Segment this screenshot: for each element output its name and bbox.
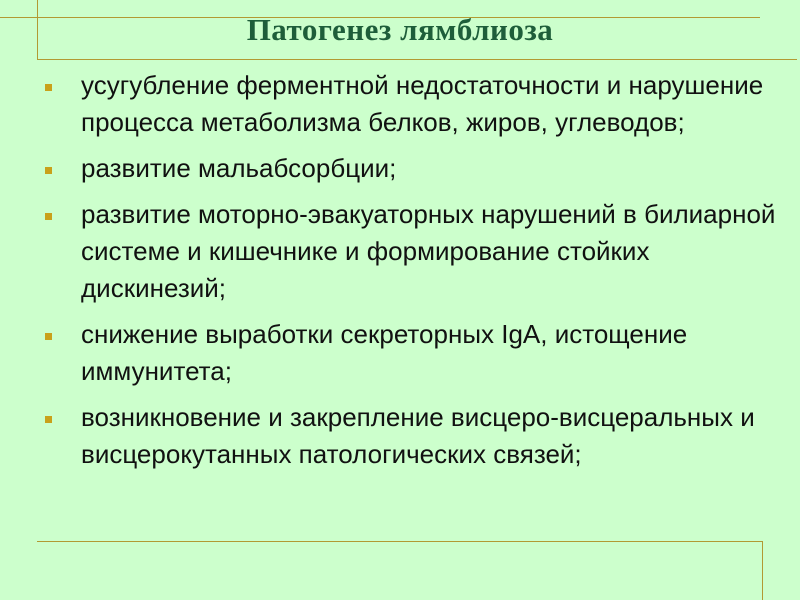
decorative-rule-horizontal-bottom (37, 541, 763, 542)
decorative-rule-under-title (37, 59, 797, 60)
square-bullet-icon (45, 333, 52, 340)
list-item (40, 150, 790, 187)
slide-title: Патогенез лямблиоза (246, 12, 554, 47)
list-item (40, 196, 790, 307)
list-item (40, 316, 790, 390)
square-bullet-icon (45, 84, 52, 91)
square-bullet-icon (45, 416, 52, 423)
list-item (40, 399, 790, 473)
list-item-text: развитие мальабсорбции; (81, 153, 397, 183)
list-item-text: развитие моторно-эвакуаторных нарушений в билиарной системе и кишечнике и формирование стойких дискинезий; (81, 199, 776, 303)
list-item-text: возникновение и закрепление висцеро-висцеральных и висцерокутанных патологических связей; (81, 402, 755, 469)
list-item (40, 67, 790, 141)
bullet-list (40, 67, 790, 482)
list-item-text: усугубление ферментной недостаточности и нарушение процесса метаболизма белков, жиров, углеводов; (81, 70, 764, 137)
square-bullet-icon (45, 167, 52, 174)
list-item-text: снижение выработки секреторных IgA, истощение иммунитета; (81, 319, 688, 386)
decorative-rule-vertical-bottom (762, 541, 763, 600)
square-bullet-icon (45, 213, 52, 220)
